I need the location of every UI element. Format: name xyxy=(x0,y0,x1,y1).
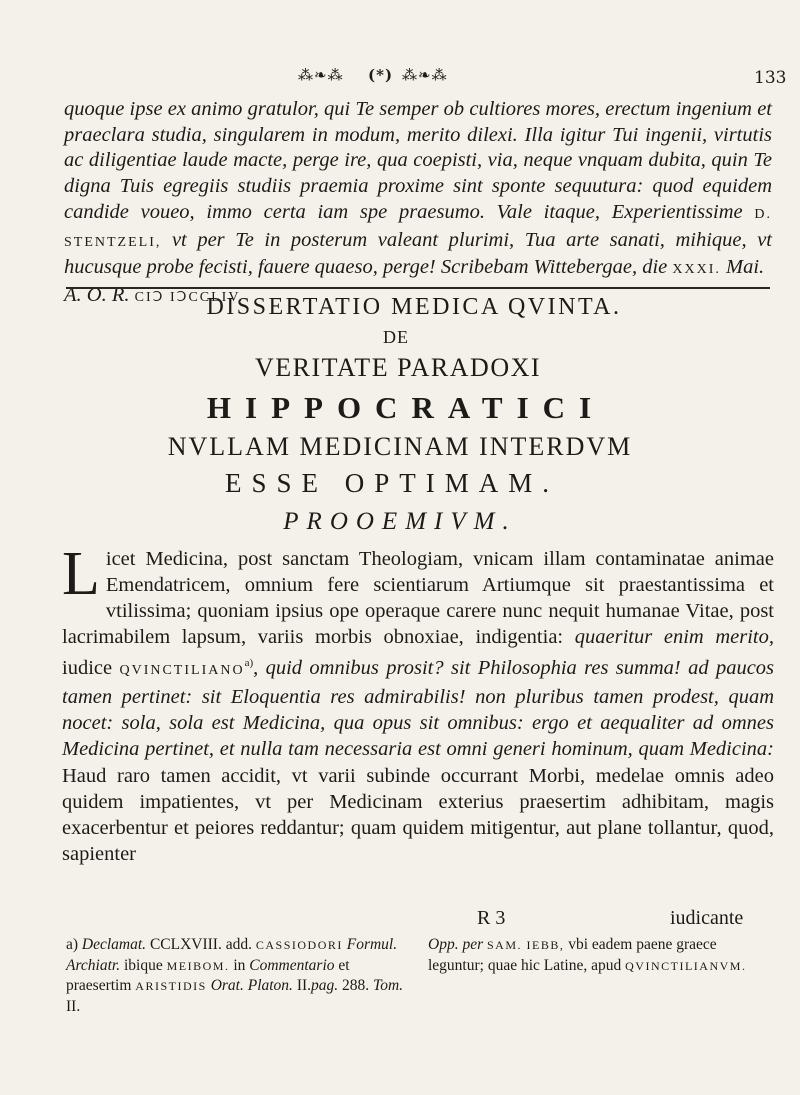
footnote-text: vbi eadem paene graece leguntur; quae hic Latine, apud xyxy=(428,936,717,974)
footnote-work: Orat. Platon. xyxy=(210,977,293,994)
footnote-author: QVINCTILIANVM. xyxy=(625,958,747,973)
footnote-author: SAM. IEBB, xyxy=(486,938,565,952)
body-text-3: , xyxy=(253,657,259,680)
footnote-work: Tom. xyxy=(373,977,404,994)
right-ornament: ⁂❧⁂ xyxy=(402,66,448,84)
footnote-text: et praesertim xyxy=(66,956,350,994)
footnote-text: CCLXVIII. add. xyxy=(149,936,252,953)
left-ornament: ⁂❧⁂ xyxy=(298,66,344,84)
body-text-4: Haud raro tamen accidit, vt varii subinde occurrant Morbi, medelae omnis adeo quidem impatientes, vt per Medicinam exterius praesertim adhibitam, magis exacerbentur et peiores reddantur; quam quidem mitigentur, aut plane tollantur, quod, sapienter xyxy=(62,764,774,865)
drop-cap: L xyxy=(62,540,100,608)
footnote-text: in xyxy=(233,956,246,974)
recipient-name: D. STENTZELI, xyxy=(64,206,772,250)
body-text-1: icet Medicina, post sanctam Theologiam, vnicam illam contaminatae animae Emendatricem, omnium fere scientiarum Artiumque sit praestantissima et vtilissima; quoniam ipsius ope operaque carere nunc nequit humanae Vitae, post lacrimabilem lapsum, variis morbis obnoxiae, indigentia: xyxy=(62,548,774,649)
footnote-work: Opp. per xyxy=(428,936,484,953)
body-italic-quote: quid omnibus prosit? sit Philosophia res summa! ad paucos tamen pertinet: sit Eloquentia res admirabilis! non pluribus tamen prodest, quam nocet: sola, sola est Medicina, qua opus sit omnibus: ergo et aequaliter ad omnes Medicina pertinet, et nulla tam necessaria est omni generi hominum, quam Medicina: xyxy=(62,657,775,761)
title-line-esse: ESSE OPTIMAM. xyxy=(224,468,560,498)
title-line-veritate: VERITATE PARADOXI xyxy=(254,353,542,382)
footnote-right-column xyxy=(428,935,772,976)
footnote-text: II. xyxy=(66,997,81,1015)
footnote-author: MEIBOM. xyxy=(166,958,230,973)
footnote-a-continued xyxy=(428,935,772,976)
intro-text-2: vt per Te in posterum valeant plurimi, Tua arte sanati, mihique, vt hucusque probe fecisti, fauere quaeso, perge! Scribebam Wittebergae, die xyxy=(64,228,773,279)
dedication-paragraph xyxy=(64,97,772,311)
dissertation-heading: DISSERTATIO MEDICA QVINTA. xyxy=(206,294,622,320)
footnote-work: Declamat. xyxy=(81,936,147,953)
footnote-label: a) xyxy=(66,936,79,953)
intro-text-1: quoque ipse ex animo gratulor, qui Te semper ob cultiores mores, erectum ingenium et praeclara studia, singularem in modum, merito dilexi. Illa igitur Tui ingenii, virtutis ac diligentiae laude macte, perge ire, qua coepisti, via, neque vnquam dubita, quin Te digna Tuis egregiis studiis praemia proxime sint sponte sequutura: quod equidem candide voueo, immo certa iam spe praesumo. Vale itaque, Experientissime xyxy=(64,98,772,223)
footnote-text: II. xyxy=(296,977,312,994)
footnote-author: CASSIODORI xyxy=(255,938,343,952)
footnote-a xyxy=(66,935,406,1016)
date-day: XXXI. xyxy=(672,262,721,278)
footnote-text: ibique xyxy=(123,956,163,974)
title-line-hippocratici: HIPPOCRATICI xyxy=(206,390,606,425)
footnote-work: Formul. Archiatr. xyxy=(66,936,398,974)
body-text-2: iudice xyxy=(62,657,113,680)
footnote-author: ARISTIDIS xyxy=(135,979,207,993)
page-number: 133 xyxy=(754,68,787,88)
footnote-marker: a) xyxy=(244,657,254,670)
author-quintilian: QVINCTILIANO xyxy=(119,663,245,679)
section-divider xyxy=(66,287,770,289)
body-italic-1: quaeritur enim merito, xyxy=(574,626,774,649)
footnote-text: 288. xyxy=(342,977,370,994)
year-label: A. O. R. xyxy=(64,283,130,306)
center-ornament: (*) xyxy=(368,66,394,84)
year-numeral: CIↃ IↃCCLIV. xyxy=(134,289,245,305)
date-month: Mai. xyxy=(726,256,765,279)
footnote-work: Commentario xyxy=(249,956,335,974)
footnote-work: pag. xyxy=(311,977,339,994)
footnote-left-column xyxy=(66,935,406,1016)
catchword: iudicante xyxy=(670,907,744,929)
signature-mark: R 3 xyxy=(477,907,506,929)
prooemium-heading: PROOEMIVM. xyxy=(283,508,517,535)
title-de: DE xyxy=(383,327,409,347)
main-paragraph xyxy=(62,540,775,867)
title-line-nullam: NVLLAM MEDICINAM INTERDVM xyxy=(167,432,633,461)
page-header xyxy=(0,62,800,92)
